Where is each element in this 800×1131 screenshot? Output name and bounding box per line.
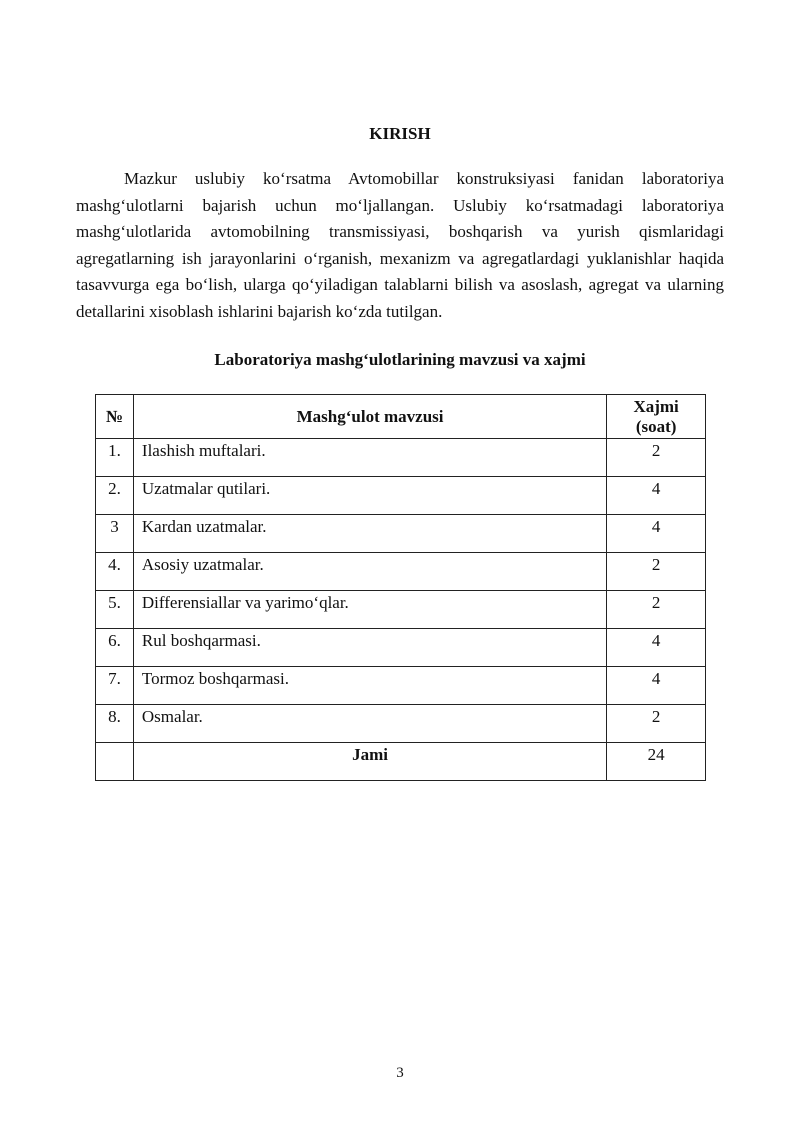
table-row <box>96 515 706 553</box>
lab-topics-table <box>95 394 706 781</box>
table-row <box>96 439 706 477</box>
row-number: 5. <box>96 591 134 629</box>
row-topic: Rul boshqarmasi. <box>133 629 606 667</box>
table-row <box>96 591 706 629</box>
section-heading: KIRISH <box>369 124 431 143</box>
row-topic: Ilashish muftalari. <box>133 439 606 477</box>
header-hours-line2: (soat) <box>635 416 677 436</box>
row-number: 4. <box>96 553 134 591</box>
row-topic: Asosiy uzatmalar. <box>133 553 606 591</box>
row-topic: Kardan uzatmalar. <box>133 515 606 553</box>
table-header-row <box>96 395 706 439</box>
row-hours: 2 <box>607 439 706 477</box>
header-number: № <box>96 395 134 439</box>
page-number: 3 <box>396 1065 404 1081</box>
total-empty-cell <box>96 743 134 781</box>
row-topic: Osmalar. <box>133 705 606 743</box>
row-number: 1. <box>96 439 134 477</box>
total-label: Jami <box>133 743 606 781</box>
intro-paragraph <box>76 166 724 325</box>
row-topic: Differensiallar va yarimo‘qlar. <box>133 591 606 629</box>
table-row <box>96 705 706 743</box>
row-number: 2. <box>96 477 134 515</box>
table-title: Laboratoriya mashg‘ulotlarining mavzusi va xajmi <box>214 350 586 369</box>
row-number: 6. <box>96 629 134 667</box>
header-hours <box>607 395 706 439</box>
row-topic: Uzatmalar qutilari. <box>133 477 606 515</box>
header-topic: Mashg‘ulot mavzusi <box>133 395 606 439</box>
row-hours: 4 <box>607 667 706 705</box>
intro-text: Mazkur uslubiy ko‘rsatma Avtomobillar konstruksiyasi fanidan laboratoriya mashg‘ulotlarni bajarish uchun mo‘ljallangan. Uslubiy ko‘rsatmadagi laboratoriya mashg‘ulotlarida avtomobilning transmissiyasi, boshqarish va yurish qismlaridagi agregatlarning ish jarayonlarini o‘rganish, mexanizm va agregatlardagi yuklanishlar haqida tasavvurga ega bo‘lish, ularga qo‘yiladigan talablarni bilish va asoslash, agregat va ularning detallarini xisoblash ishlarini bajarish ko‘zda tutilgan. <box>76 169 724 321</box>
row-hours: 2 <box>607 553 706 591</box>
row-number: 8. <box>96 705 134 743</box>
table-total-row <box>96 743 706 781</box>
table-row <box>96 477 706 515</box>
row-hours: 4 <box>607 477 706 515</box>
header-hours-line1: Xajmi <box>633 396 679 416</box>
row-hours: 4 <box>607 629 706 667</box>
table-row <box>96 553 706 591</box>
row-number: 7. <box>96 667 134 705</box>
table-row <box>96 629 706 667</box>
row-topic: Tormoz boshqarmasi. <box>133 667 606 705</box>
row-hours: 4 <box>607 515 706 553</box>
total-hours: 24 <box>607 743 706 781</box>
row-hours: 2 <box>607 591 706 629</box>
table-row <box>96 667 706 705</box>
row-hours: 2 <box>607 705 706 743</box>
row-number: 3 <box>96 515 134 553</box>
